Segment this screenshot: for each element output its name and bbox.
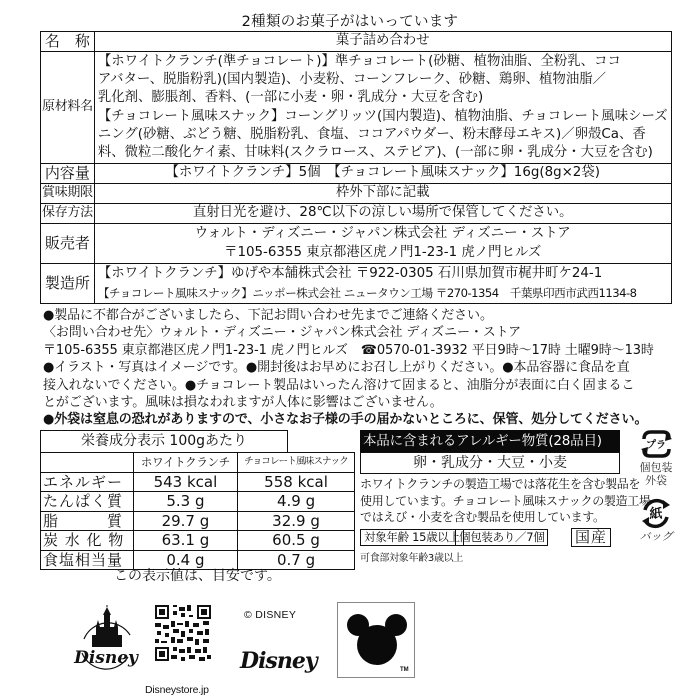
label-key: 保存方法 — [41, 204, 95, 224]
qr-code-icon — [155, 605, 211, 661]
age-sub-note: 可食部対象年齢3歳以上 — [360, 553, 464, 564]
value-line: 乳化剤、膨脹剤、香料、(一部に小麦・卵・乳成分・大豆を含む) — [97, 90, 484, 106]
nutrition-table — [40, 452, 355, 570]
value-line: 【ホワイトクランチ(準チョコレート)】準チョコレート(砂糖、植物油脂、全粉乳、ココ — [97, 53, 621, 69]
label-value — [94, 184, 671, 204]
svg-text:Disney: Disney — [74, 648, 138, 668]
nutrition-label: 脂 質 — [41, 511, 134, 531]
label-row-manufacturer — [41, 264, 672, 304]
qr-caption[interactable]: Disneystore.jp — [145, 684, 209, 696]
value-line: 【チョコレート風味スナック】ニッポー株式会社 ニュータウン工場 〒270-1354 千葉県印西市武西1134-8 — [97, 285, 637, 300]
label-row-best-before — [41, 184, 672, 204]
label-row-storage — [41, 204, 672, 224]
nutrition-footnote: この表示値は、目安です。 — [114, 568, 281, 584]
copyright-text: © DISNEY — [244, 609, 297, 621]
note-line: 接入れないでください。●チョコレート製品はいったん溶けて固まると、油脂分が表面に白く固まるこ — [43, 377, 635, 393]
nutrition-label: 食塩相当量 — [41, 550, 134, 570]
value-line: 〒105-6355 東京都港区虎ノ門1-23-1 虎ノ門ヒルズ — [224, 244, 542, 260]
nutrition-label: 炭 水 化 物 — [41, 531, 134, 551]
note-line: とがございます。風味は損なわれますが人体に影響はございません。 — [43, 395, 443, 411]
label-key: 賞味期限 — [41, 184, 95, 204]
mickey-trademark-box — [337, 602, 415, 678]
recycle-caption: 外袋 — [645, 474, 667, 487]
recycle-mark-paper — [626, 496, 686, 543]
value-line: 【ホワイトクランチ】ゆげや本舗株式会社 〒922-0305 石川県加賀市梶井町ケ24-1 — [97, 266, 603, 282]
nutrition-title: 栄養成分表示 100gあたり — [40, 430, 288, 452]
recycle-mark-plastic — [626, 427, 686, 487]
label-key: 内容量 — [41, 164, 95, 184]
recycle-caption: バッグ — [639, 530, 673, 543]
food-label-table — [40, 31, 672, 304]
value-line: ウォルト・ディズニー・ジャパン株式会社 ディズニー・ストア — [194, 226, 571, 242]
label-key: 製造所 — [41, 264, 95, 304]
qr-code[interactable] — [155, 605, 211, 665]
nutrition-header-col: ホワイトクランチ — [133, 453, 237, 473]
label-value — [94, 224, 671, 264]
nutrition-header-row — [41, 453, 355, 473]
plastic-recycle-icon — [639, 427, 673, 461]
note-line: ●製品に不都合がございましたら、下記お問い合わせ先までご連絡ください。 — [43, 308, 493, 323]
value-line: 【チョコレート風味スナック】コーングリッツ(国内製造)、植物油脂、チョコレート風味シーズ — [97, 108, 668, 124]
note-line-warning: ●外袋は窒息の恐れがありますので、小さなお子様の手の届かないところに、保管、処分してください。 — [43, 412, 648, 428]
label-key: 原材料名 — [41, 52, 95, 164]
nutrition-value: 558 kcal — [238, 472, 355, 492]
label-key: 名 称 — [41, 32, 95, 52]
value-line: 【ホワイトクランチ】5個 【チョコレート風味スナック】16g(8g×2袋) — [165, 165, 600, 181]
value-line: ニング(砂糖、ぶどう糖、脱脂粉乳、食塩、ココアパウダー、粉末酵母エキス)／卵殻Ca、香 — [97, 126, 646, 142]
label-row-ingredients — [41, 52, 672, 164]
recycle-caption: 個包装 — [639, 461, 673, 474]
nutrition-row — [41, 531, 355, 551]
svg-text:紙: 紙 — [649, 507, 663, 522]
label-key: 販売者 — [41, 224, 95, 264]
label-value — [94, 52, 671, 164]
value-line: 直射日光を避け、28℃以下の涼しい場所で保管してください。 — [192, 205, 573, 221]
disney-castle-icon — [70, 605, 142, 677]
label-row-name — [41, 32, 672, 52]
nutrition-row — [41, 511, 355, 531]
allergy-note — [360, 476, 651, 526]
headline: 2種類のお菓子がはいっています — [241, 14, 459, 30]
svg-text:プラ: プラ — [646, 440, 666, 451]
label-row-contents — [41, 164, 672, 184]
value-line: 枠外下部に記載 — [335, 185, 430, 201]
nutrition-value: 32.9 g — [238, 511, 355, 531]
label-row-seller — [41, 224, 672, 264]
nutrition-value: 5.3 g — [133, 492, 237, 512]
nutrition-header-col: チョコレート風味スナック — [238, 453, 355, 473]
footer-logos — [0, 600, 700, 700]
svg-text:TM: TM — [400, 667, 409, 673]
label-value — [94, 264, 671, 304]
nutrition-value: 0.7 g — [238, 550, 355, 570]
label-value — [94, 204, 671, 224]
nutrition-value: 543 kcal — [133, 472, 237, 492]
note-line: ●イラスト・写真はイメージです。●開封後はお早めにお召し上がりください。●本品容器に食品を直 — [43, 360, 630, 376]
allergy-note-line: ではえび・小麦を含む製品を使用しています。 — [360, 510, 605, 524]
nutrition-value: 60.5 g — [238, 531, 355, 551]
nutrition-value: 63.1 g — [133, 531, 237, 551]
nutrition-row — [41, 472, 355, 492]
pack-tag: 個包装あり／7個 — [455, 529, 548, 546]
value-line: 菓子詰め合わせ — [335, 33, 430, 49]
allergy-note-line: 使用しています。チョコレート風味スナックの製造工場 — [360, 493, 651, 508]
note-line: 〈お問い合わせ先〉ウォルト・ディズニー・ジャパン株式会社 ディズニー・ストア — [43, 325, 522, 341]
disney-castle-logo — [70, 605, 142, 681]
nutrition-value: 29.7 g — [133, 511, 237, 531]
allergy-header: 本品に含まれるアレルギー物質(28品目) — [360, 430, 620, 452]
allergy-items: 卵・乳成分・大豆・小麦 — [360, 452, 620, 474]
disney-logo: Disney — [240, 648, 317, 674]
value-line: アバター、脱脂粉乳)(国内製造)、小麦粉、コーンフレーク、砂糖、鶏卵、植物油脂／ — [97, 72, 606, 88]
nutrition-label: エネルギー — [41, 472, 134, 492]
nutrition-value: 4.9 g — [238, 492, 355, 512]
paper-recycle-icon — [639, 496, 673, 530]
mickey-head-icon — [338, 603, 416, 679]
value-line: 料、微粒二酸化ケイ素、甘味料(スクラロース、ステビア)、(一部に卵・乳成分・大豆を含む) — [97, 144, 653, 160]
nutrition-header-blank — [41, 453, 134, 473]
nutrition-row — [41, 492, 355, 512]
age-tag: 対象年齢 15歳以上 — [360, 529, 464, 546]
nutrition-value: 0.4 g — [133, 550, 237, 570]
origin-tag: 国産 — [571, 528, 611, 547]
note-line: 〒105-6355 東京都港区虎ノ門1-23-1 虎ノ門ヒルズ ☎0570-01-3932 平日9時～17時 土曜9時～13時 — [43, 342, 654, 358]
label-value — [94, 32, 671, 52]
allergy-note-line: ホワイトクランチの製造工場では落花生を含む製品を — [360, 477, 641, 491]
notes-block — [43, 307, 668, 429]
label-value — [94, 164, 671, 184]
nutrition-label: たんぱく質 — [41, 492, 134, 512]
